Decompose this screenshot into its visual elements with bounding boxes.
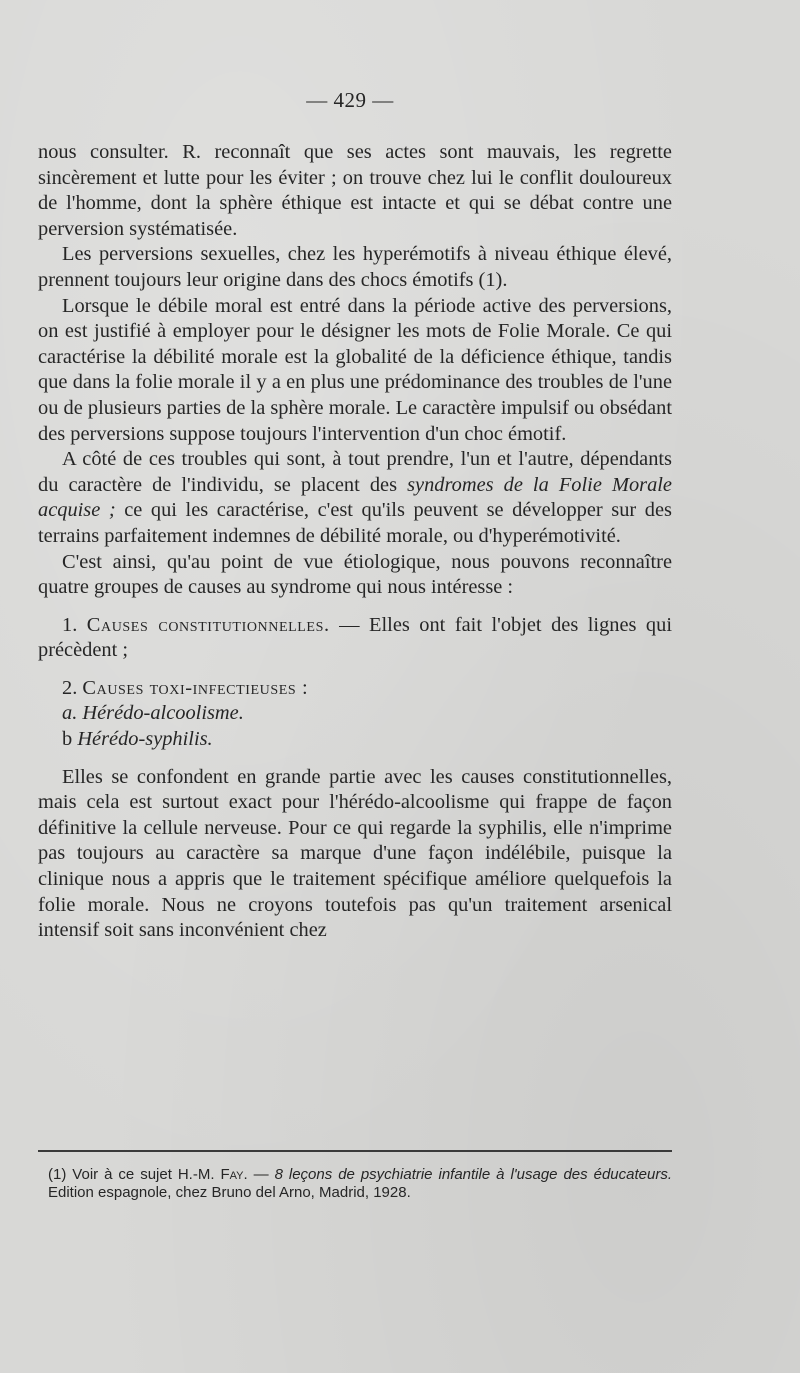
page-number: — 429 — — [306, 88, 394, 112]
footnote — [48, 1166, 672, 1202]
footnote-marker: (1) — [48, 1166, 67, 1183]
sub-item-a-text: Hérédo-alcoolisme. — [82, 702, 244, 725]
paragraph-4-text-b: ce qui les caractérise, c'est qu'ils peuvent se développer sur des terrains parfaitement indemnes de débilité morale, ou d'hyperémotivité. — [38, 499, 672, 547]
sub-item-a — [38, 701, 672, 727]
footnote-author: Fay — [220, 1166, 244, 1183]
footnote-text-b: . — — [243, 1166, 275, 1183]
sub-item-b-text: Hérédo-syphilis. — [77, 728, 213, 751]
footnote-divider — [38, 1150, 672, 1152]
paragraph-2: Les perversions sexuelles, chez les hyperémotifs à niveau éthique élevé, prennent toujours leur origine dans des chocs émotifs (1). — [38, 243, 672, 291]
footnote-title: 8 leçons de psychiatrie infantile à l'usage des éducateurs. — [274, 1166, 672, 1183]
paragraph-5: C'est ainsi, qu'au point de vue étiologique, nous pouvons reconnaître quatre groupes de causes au syndrome qui nous intéresse : — [38, 550, 672, 599]
footnote-text-a: Voir à ce sujet H.-M. — [66, 1166, 221, 1183]
sub-item-b — [38, 727, 672, 753]
list-item-1-number: 1. — [62, 613, 78, 636]
paragraph-6: Elles se confondent en grande partie avec les causes constitutionnelles, mais cela est surtout exact pour l'hérédo-alcoolisme qui frappe de façon définitive la cellule nerveuse. Pour ce qui regarde la syphilis, elle n'imprime pas toujours au caractère sa marque d'une façon indélébile, puisque la clinique nous a appris que le traitement spécifique améliore quelquefois la folie morale. Nous ne croyons toutefois pas qu'un traitement arsenical intensif soit sans inconvénient chez — [38, 765, 672, 942]
list-item-2 — [38, 676, 672, 702]
sub-item-b-label: b — [62, 728, 73, 751]
footnote-text-c: Edition espagnole, chez Bruno del Arno, Madrid, 1928. — [48, 1184, 411, 1201]
list-item-2-heading: Causes toxi-infectieuses : — [82, 676, 309, 699]
sub-item-a-label: a. — [62, 702, 78, 725]
paragraph-4-text-a: A côté de ces troubles qui sont, à tout prendre, l'un et l'autre, dépendants du caractère de l'individu, se placent des — [38, 448, 672, 496]
paragraph-3: Lorsque le débile moral est entré dans la période active des perversions, on est justifié à employer pour le désigner les mots de Folie Morale. Ce qui caractérise la débilité morale est la globalité de la déficience éthique, tandis que dans la folie morale il y a en plus une prédominance des troubles de l'une ou de plusieurs parties de la sphère morale. Le caractère impulsif ou obsédant des perversions suppose toujours l'intervention d'un choc émotif. — [38, 294, 672, 445]
paragraph-1: nous consulter. R. reconnaît que ses actes sont mauvais, les regrette sincèrement et lutte pour les éviter ; on trouve chez lui le conflit douloureux de l'homme, dont la sphère éthique est intacte et qui se débat contre une perversion systématisée. — [38, 141, 672, 240]
list-item-1-text: — Elles ont fait l'objet des lignes qui précèdent ; — [38, 613, 672, 662]
paragraph-4 — [38, 447, 672, 549]
body-text — [38, 140, 672, 944]
paragraph-4-emphasis: syndromes de la Folie Morale acquise ; — [38, 473, 672, 522]
list-item-1 — [38, 613, 672, 664]
list-item-2-number: 2. — [62, 676, 78, 699]
list-item-1-heading: Causes constitutionnelles. — [86, 613, 330, 636]
